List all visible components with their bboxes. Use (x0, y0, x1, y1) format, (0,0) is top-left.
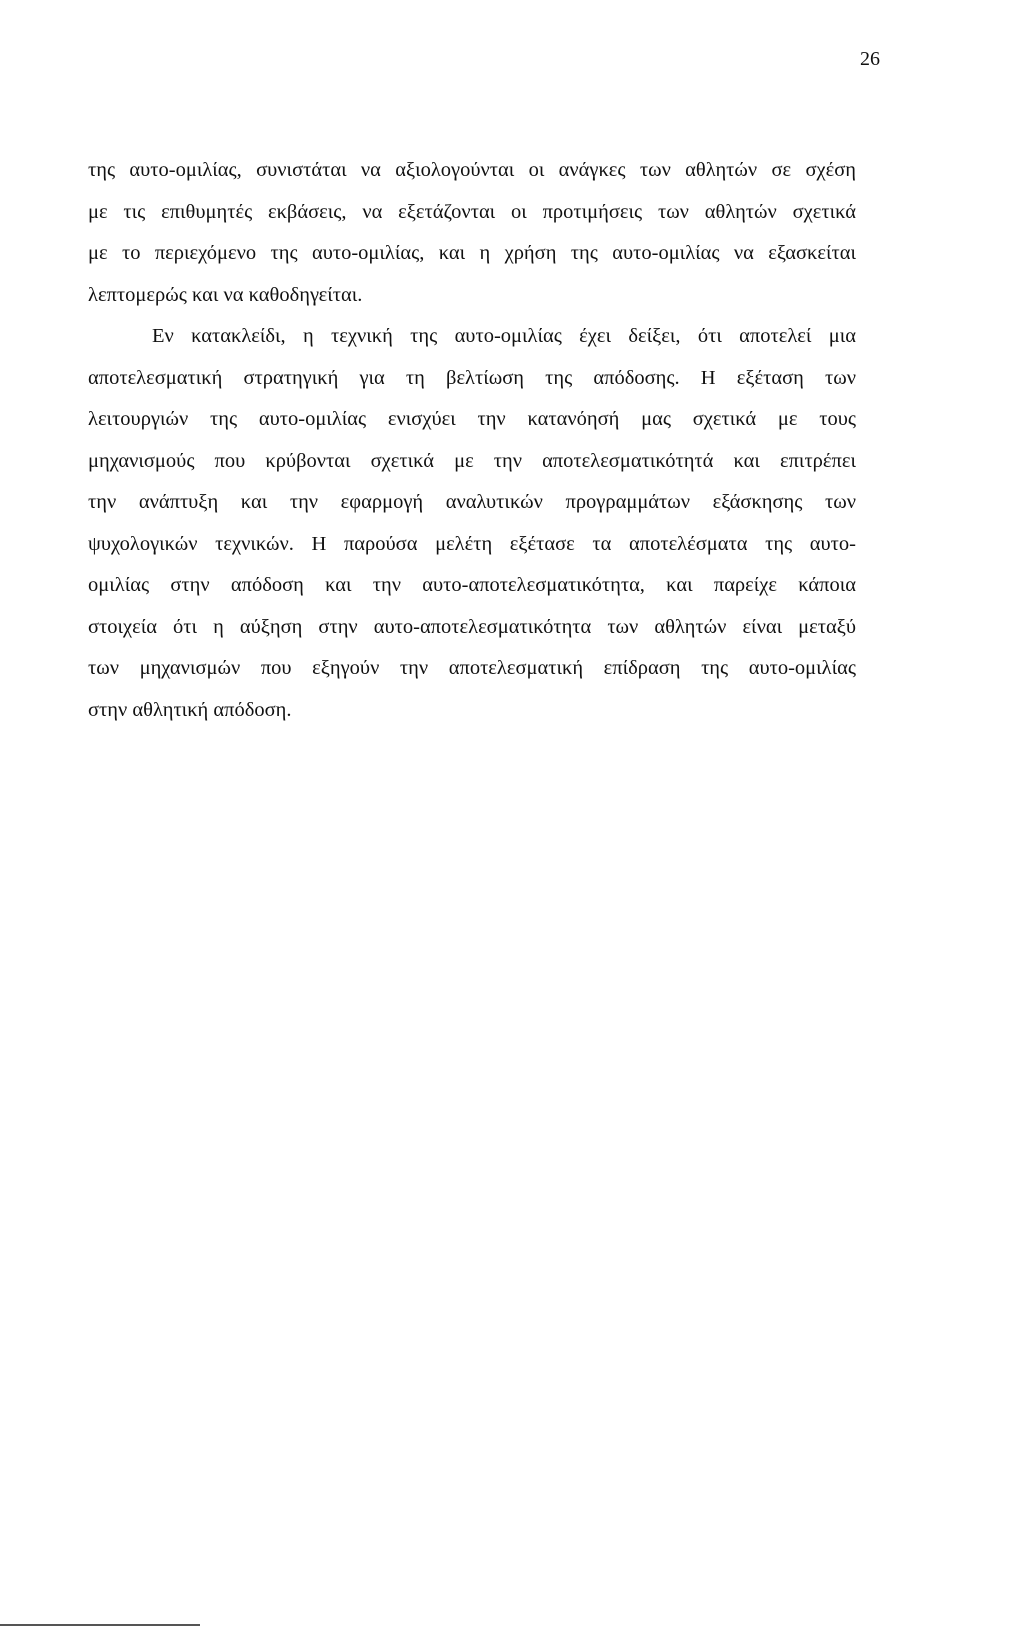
body-text (88, 150, 856, 731)
text-line: στοιχεία ότι η αύξηση στην αυτο-αποτελεσματικότητα των αθλητών είναι μεταξύ (88, 615, 856, 638)
paragraph-1 (88, 150, 856, 316)
text-line: την ανάπτυξη και την εφαρμογή αναλυτικών προγραμμάτων εξάσκησης των (88, 491, 856, 513)
text-line: μηχανισμούς που κρύβονται σχετικά με την αποτελεσματικότητά και επιτρέπει (88, 449, 856, 472)
text-line: Εν κατακλείδι, η τεχνική της αυτο-ομιλίας έχει δείξει, ότι αποτελεί μια (152, 325, 856, 347)
text-line: ψυχολογικών τεχνικών. Η παρούσα μελέτη εξέτασε τα αποτελέσματα της αυτο- (88, 532, 856, 555)
text-line: με το περιεχόμενο της αυτο-ομιλίας, και η χρήση της αυτο-ομιλίας να εξασκείται (88, 242, 856, 264)
text-line: ομιλίας στην απόδοση και την αυτο-αποτελεσματικότητα, και παρείχε κάποια (88, 574, 856, 596)
paragraph-2 (88, 316, 856, 731)
bottom-rule (0, 1624, 200, 1626)
page-number: 26 (860, 48, 880, 70)
text-line: αποτελεσματική στρατηγική για τη βελτίωση της απόδοσης. Η εξέταση των (88, 366, 856, 389)
text-line: λεπτομερώς και να καθοδηγείται. (88, 283, 363, 306)
text-line: με τις επιθυμητές εκβάσεις, να εξετάζονται οι προτιμήσεις των αθλητών σχετικά (88, 200, 856, 223)
text-line: των μηχανισμών που εξηγούν την αποτελεσματική επίδραση της αυτο-ομιλίας (88, 657, 856, 679)
text-line: της αυτο-ομιλίας, συνιστάται να αξιολογούνται οι ανάγκες των αθλητών σε σχέση (88, 159, 856, 181)
text-line: λειτουργιών της αυτο-ομιλίας ενισχύει την κατανόησή μας σχετικά με τους (88, 408, 856, 430)
text-line: στην αθλητική απόδοση. (88, 698, 292, 721)
